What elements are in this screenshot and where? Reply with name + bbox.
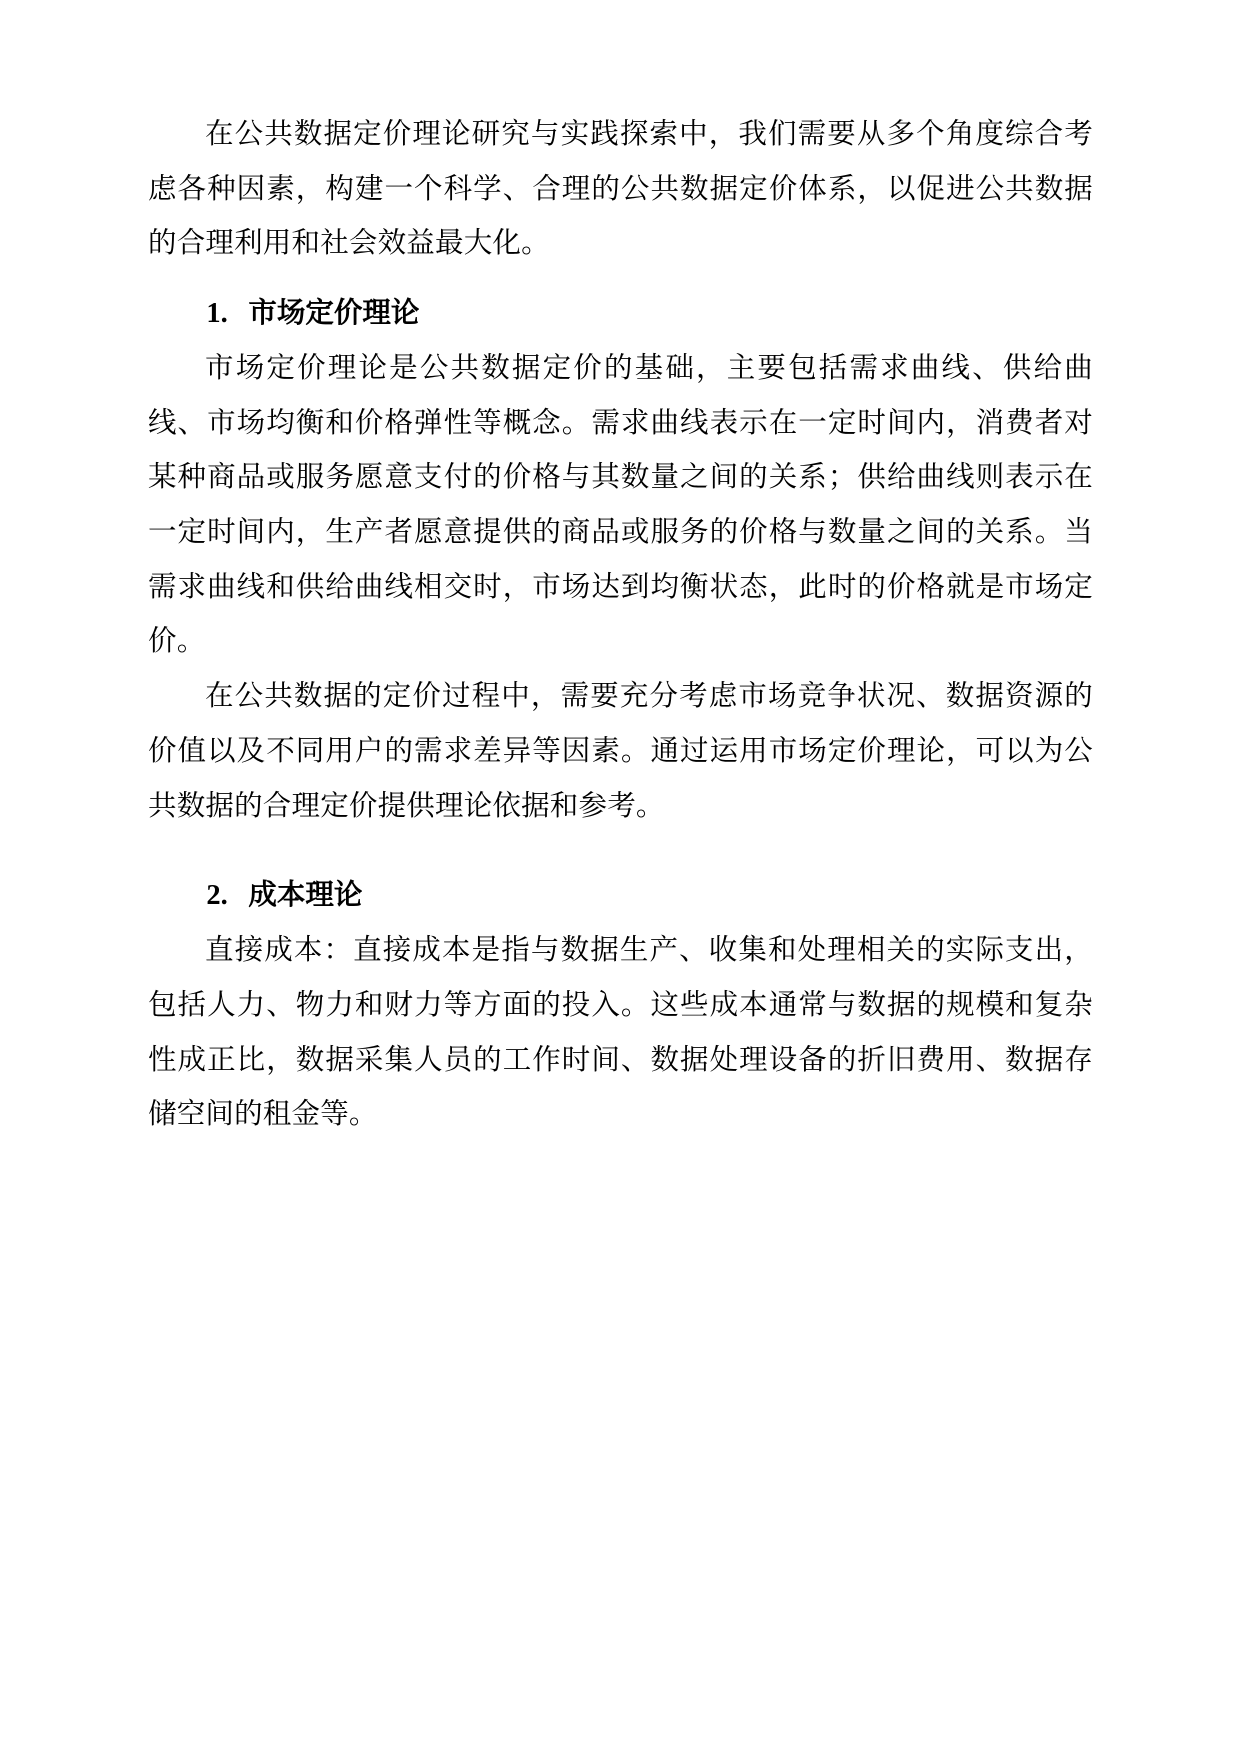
- heading-text: 成本理论: [248, 879, 363, 912]
- heading-number: 1.: [206, 298, 228, 330]
- heading-cost-theory: [148, 868, 1093, 924]
- paragraph-cost-1: 直接成本：直接成本是指与数据生产、收集和处理相关的实际支出，包括人力、物力和财力等方面的投入。这些成本通常与数据的规模和复杂性成正比，数据采集人员的工作时间、数据处理设备的折旧费用、数据存储空间的租金等。: [148, 935, 1093, 1131]
- heading-text: 市场定价理论: [248, 297, 420, 330]
- spacer: [148, 272, 1093, 286]
- heading-market-pricing-theory: [148, 286, 1093, 342]
- paragraph-market-2: 在公共数据的定价过程中，需要充分考虑市场竞争状况、数据资源的价值以及不同用户的需求差异等因素。通过运用市场定价理论，可以为公共数据的合理定价提供理论依据和参考。: [148, 681, 1093, 822]
- document-body: [148, 108, 1093, 1143]
- paragraph-market-1: 市场定价理论是公共数据定价的基础，主要包括需求曲线、供给曲线、市场均衡和价格弹性等概念。需求曲线表示在一定时间内，消费者对某种商品或服务愿意支付的价格与其数量之间的关系；供给曲线则表示在一定时间内，生产者愿意提供的商品或服务的价格与数量之间的关系。当需求曲线和供给曲线相交时，市场达到均衡状态，此时的价格就是市场定价。: [148, 352, 1093, 658]
- paragraph-intro: 在公共数据定价理论研究与实践探索中，我们需要从多个角度综合考虑各种因素，构建一个科学、合理的公共数据定价体系，以促进公共数据的合理利用和社会效益最大化。: [148, 119, 1093, 260]
- spacer: [148, 834, 1093, 868]
- heading-number: 2.: [206, 880, 228, 912]
